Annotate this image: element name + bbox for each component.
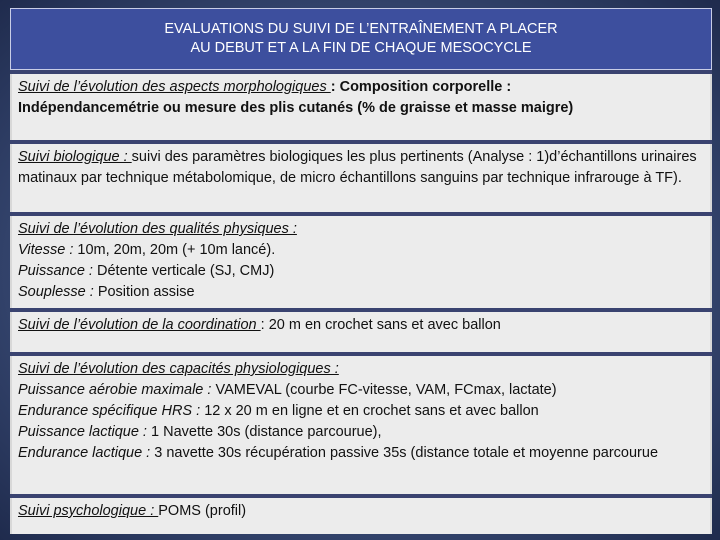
slide: [10, 8, 712, 534]
physiologique-item: Endurance lactique : 3 navette 30s récupération passive 35s (distance totale et moyenne parcourue: [18, 445, 659, 461]
morpho-title: Suivi de l’évolution des aspects morphologiques: [18, 79, 331, 95]
psycho-title: Suivi psychologique :: [18, 503, 159, 519]
physiologique-section: [10, 356, 712, 494]
slide-title: [10, 8, 712, 70]
morpho-text-2: Indépendancemétrie ou mesure des plis cutanés (% de graisse et masse maigre): [18, 100, 574, 116]
bio-text: suivi des paramètres biologiques les plus pertinents (Analyse : 1)d’échantillons urinaires matinaux par technique métabolomique, de micro échantillons sanguins par technique infrarouge à TF).: [18, 149, 697, 186]
physique-item: Puissance : Détente verticale (SJ, CMJ): [18, 263, 275, 279]
physiologique-item: Endurance spécifique HRS : 12 x 20 m en ligne et en crochet sans et avec ballon: [18, 403, 539, 419]
physique-item: Souplesse : Position assise: [18, 284, 195, 300]
physiologique-item: Puissance aérobie maximale : VAMEVAL (courbe FC-vitesse, VAM, FCmax, lactate): [18, 382, 557, 398]
coordination-title: Suivi de l’évolution de la coordination: [18, 317, 261, 333]
psycho-section: [10, 498, 712, 534]
physique-item: Vitesse : 10m, 20m, 20m (+ 10m lancé).: [18, 242, 276, 258]
title-line-2: AU DEBUT ET A LA FIN DE CHAQUE MESOCYCLE: [190, 40, 532, 56]
physique-section: [10, 216, 712, 308]
coordination-section: [10, 312, 712, 352]
bio-section: [10, 144, 712, 212]
physique-title: Suivi de l’évolution des qualités physiques :: [18, 221, 297, 237]
morpho-section: [10, 74, 712, 140]
physiologique-title: Suivi de l’évolution des capacités physiologiques :: [18, 361, 339, 377]
title-line-1: EVALUATIONS DU SUIVI DE L’ENTRAÎNEMENT A PLACER: [164, 21, 558, 37]
psycho-text: POMS (profil): [158, 503, 247, 519]
coordination-text: : 20 m en crochet sans et avec ballon: [260, 317, 501, 333]
morpho-text-1: : Composition corporelle :: [330, 79, 512, 95]
bio-title: Suivi biologique :: [18, 149, 132, 165]
physiologique-item: Puissance lactique : 1 Navette 30s (distance parcourue),: [18, 424, 382, 440]
